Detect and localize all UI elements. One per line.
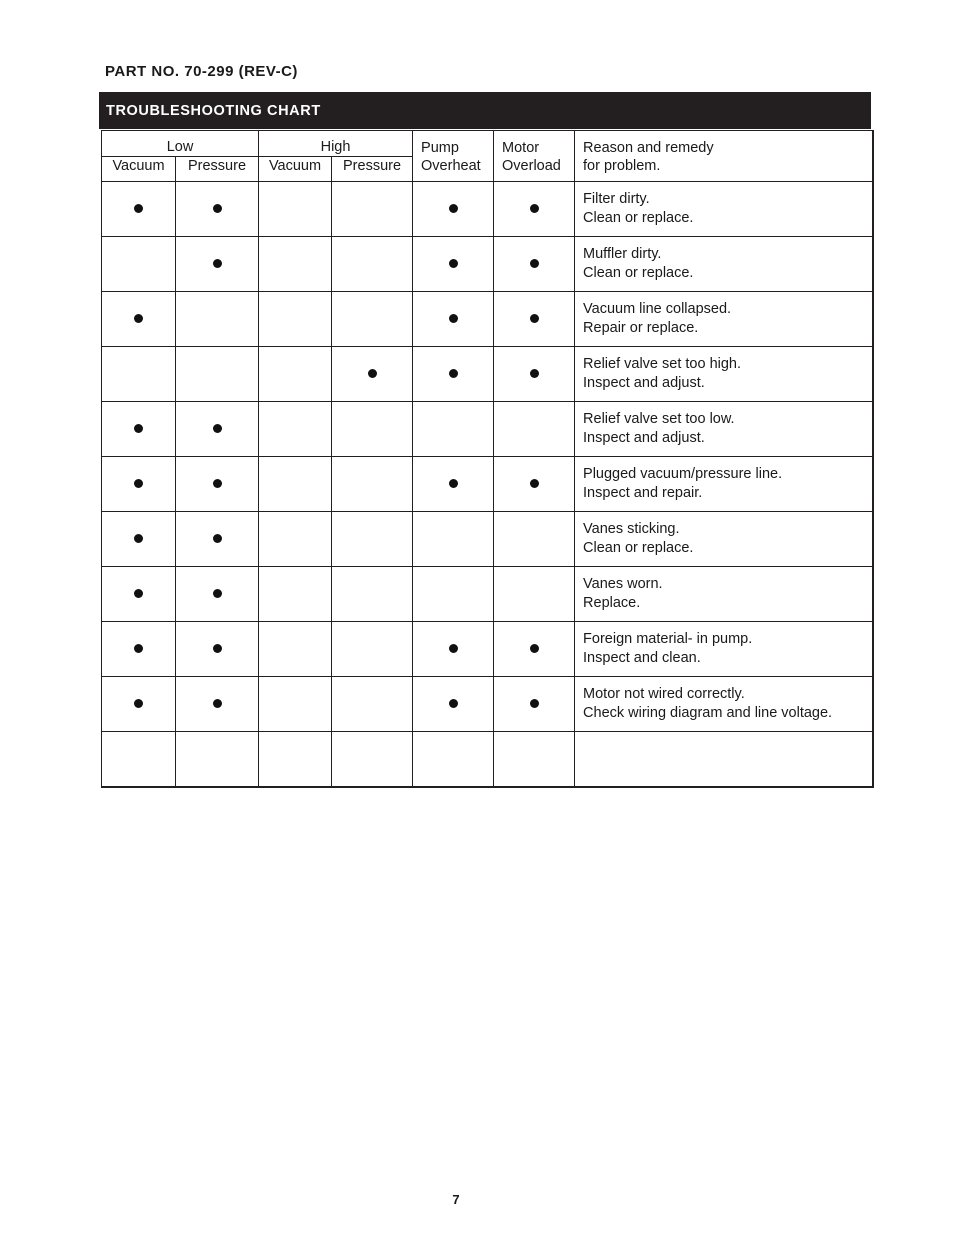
mark-cell [176, 457, 259, 512]
header-high-vacuum: Vacuum [259, 157, 332, 182]
bullet-mark [134, 479, 143, 488]
table-row [102, 512, 873, 567]
mark-cell [332, 347, 413, 402]
table-row [102, 677, 873, 732]
mark-cell [102, 622, 176, 677]
bullet-mark [134, 314, 143, 323]
mark-cell [494, 622, 575, 677]
bullet-mark [213, 589, 222, 598]
reason-remedy-cell [575, 402, 873, 457]
mark-cell [494, 347, 575, 402]
mark-cell [259, 512, 332, 567]
reason-remedy-cell [575, 182, 873, 237]
mark-cell [494, 182, 575, 237]
mark-cell [259, 677, 332, 732]
mark-cell [494, 677, 575, 732]
table-row [102, 292, 873, 347]
bullet-mark [368, 369, 377, 378]
header-pump: Pump [413, 131, 494, 157]
header-low-vacuum: Vacuum [102, 157, 176, 182]
page-number: 7 [452, 1192, 460, 1207]
bullet-mark [134, 589, 143, 598]
bullet-mark [213, 204, 222, 213]
bullet-mark [449, 369, 458, 378]
mark-cell [332, 677, 413, 732]
header-motor-overload: Overload [494, 157, 575, 182]
bullet-mark [213, 699, 222, 708]
bullet-mark [134, 534, 143, 543]
remedy-text: Check wiring diagram and line voltage. [583, 705, 833, 721]
mark-cell [176, 347, 259, 402]
mark-cell [494, 512, 575, 567]
mark-cell [102, 567, 176, 622]
mark-cell [259, 347, 332, 402]
mark-cell [332, 457, 413, 512]
table-row [102, 622, 873, 677]
mark-cell [102, 402, 176, 457]
remedy-text: Repair or replace. [583, 320, 699, 336]
table-row [102, 237, 873, 292]
part-number: PART NO. 70-299 (REV-C) [105, 63, 298, 80]
bullet-mark [530, 644, 539, 653]
mark-cell [176, 182, 259, 237]
table-row [102, 567, 873, 622]
reason-text: Vanes sticking. [583, 521, 680, 537]
bullet-mark [134, 424, 143, 433]
mark-cell [413, 677, 494, 732]
mark-cell [413, 292, 494, 347]
reason-text: Vanes worn. [583, 576, 663, 592]
mark-cell [494, 237, 575, 292]
mark-cell [494, 402, 575, 457]
mark-cell [102, 677, 176, 732]
mark-cell [332, 182, 413, 237]
mark-cell [102, 347, 176, 402]
mark-cell [413, 622, 494, 677]
mark-cell [102, 292, 176, 347]
mark-cell [259, 402, 332, 457]
bullet-mark [449, 699, 458, 708]
bullet-mark [530, 259, 539, 268]
bullet-mark [449, 644, 458, 653]
mark-cell [102, 182, 176, 237]
reason-text: Vacuum line collapsed. [583, 301, 732, 317]
reason-remedy-cell [575, 622, 873, 677]
bullet-mark [530, 369, 539, 378]
mark-cell [332, 622, 413, 677]
reason-remedy-cell [575, 237, 873, 292]
mark-cell [176, 402, 259, 457]
mark-cell [413, 512, 494, 567]
reason-text: Muffler dirty. [583, 246, 662, 262]
mark-cell [413, 182, 494, 237]
mark-cell [413, 732, 494, 787]
mark-cell [259, 567, 332, 622]
mark-cell [332, 567, 413, 622]
remedy-text: Inspect and repair. [583, 485, 703, 501]
mark-cell [176, 567, 259, 622]
mark-cell [259, 622, 332, 677]
reason-text: Relief valve set too high. [583, 356, 742, 372]
mark-cell [102, 237, 176, 292]
table-row [102, 347, 873, 402]
mark-cell [259, 182, 332, 237]
mark-cell [494, 457, 575, 512]
reason-remedy-cell [575, 677, 873, 732]
mark-cell [259, 732, 332, 787]
reason-text: Foreign material- in pump. [583, 631, 753, 647]
mark-cell [332, 402, 413, 457]
bullet-mark [449, 204, 458, 213]
header-reason-sub: for problem. [575, 157, 873, 182]
bullet-mark [213, 644, 222, 653]
table-body [102, 182, 873, 787]
reason-remedy-cell [575, 457, 873, 512]
mark-cell [494, 732, 575, 787]
mark-cell [332, 292, 413, 347]
mark-cell [102, 512, 176, 567]
mark-cell [176, 292, 259, 347]
bullet-mark [213, 534, 222, 543]
remedy-text: Inspect and adjust. [583, 375, 705, 391]
mark-cell [413, 457, 494, 512]
bullet-mark [449, 314, 458, 323]
remedy-text: Clean or replace. [583, 265, 694, 281]
remedy-text: Inspect and clean. [583, 650, 701, 666]
bullet-mark [449, 479, 458, 488]
mark-cell [176, 732, 259, 787]
chart-title-bar: TROUBLESHOOTING CHART [99, 92, 871, 129]
mark-cell [259, 292, 332, 347]
bullet-mark [213, 479, 222, 488]
mark-cell [176, 622, 259, 677]
table-row [102, 182, 873, 237]
mark-cell [332, 512, 413, 567]
mark-cell [494, 567, 575, 622]
remedy-text: Clean or replace. [583, 210, 694, 226]
bullet-mark [134, 699, 143, 708]
bullet-mark [134, 644, 143, 653]
header-high: High [259, 131, 413, 157]
bullet-mark [213, 424, 222, 433]
mark-cell [332, 237, 413, 292]
bullet-mark [530, 314, 539, 323]
mark-cell [332, 732, 413, 787]
reason-remedy-cell [575, 567, 873, 622]
table-row [102, 732, 873, 787]
mark-cell [413, 347, 494, 402]
troubleshooting-table [101, 130, 874, 788]
remedy-text: Clean or replace. [583, 540, 694, 556]
mark-cell [259, 457, 332, 512]
reason-remedy-cell [575, 347, 873, 402]
reason-remedy-cell [575, 732, 873, 787]
reason-text: Filter dirty. [583, 191, 650, 207]
header-low: Low [102, 131, 259, 157]
bullet-mark [530, 204, 539, 213]
reason-remedy-cell [575, 512, 873, 567]
header-high-pressure: Pressure [332, 157, 413, 182]
table-row [102, 402, 873, 457]
header-reason: Reason and remedy [575, 131, 873, 157]
bullet-mark [530, 699, 539, 708]
bullet-mark [213, 259, 222, 268]
mark-cell [102, 732, 176, 787]
mark-cell [494, 292, 575, 347]
bullet-mark [134, 204, 143, 213]
header-low-pressure: Pressure [176, 157, 259, 182]
mark-cell [413, 402, 494, 457]
mark-cell [259, 237, 332, 292]
reason-text: Motor not wired correctly. [583, 686, 745, 702]
mark-cell [413, 237, 494, 292]
mark-cell [176, 237, 259, 292]
header-pump-overheat: Overheat [413, 157, 494, 182]
remedy-text: Replace. [583, 595, 641, 611]
reason-text: Relief valve set too low. [583, 411, 735, 427]
reason-text: Plugged vacuum/pressure line. [583, 466, 783, 482]
header-motor: Motor [494, 131, 575, 157]
mark-cell [176, 677, 259, 732]
mark-cell [413, 567, 494, 622]
bullet-mark [449, 259, 458, 268]
table-row [102, 457, 873, 512]
bullet-mark [530, 479, 539, 488]
mark-cell [102, 457, 176, 512]
mark-cell [176, 512, 259, 567]
remedy-text: Inspect and adjust. [583, 430, 705, 446]
reason-remedy-cell [575, 292, 873, 347]
